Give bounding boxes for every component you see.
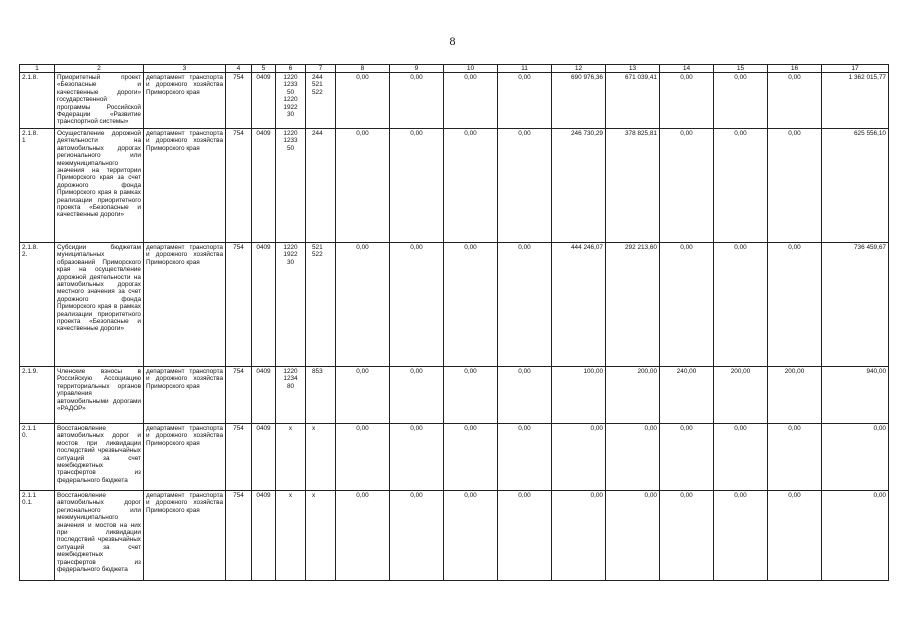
- cell-col-7: x: [306, 491, 336, 581]
- cell-col-12: 246 730,29: [552, 129, 606, 243]
- column-number-8: 8: [336, 65, 390, 73]
- cell-col-14: 0,00: [660, 73, 714, 129]
- cell-col-8: 0,00: [336, 73, 390, 129]
- cell-col-15: 0,00: [714, 424, 768, 491]
- column-number-17: 17: [822, 65, 889, 73]
- cell-col-10: 0,00: [444, 367, 498, 424]
- cell-col-10: 0,00: [444, 129, 498, 243]
- budget-table: [19, 64, 889, 581]
- cell-col-9: 0,00: [390, 491, 444, 581]
- cell-col-9: 0,00: [390, 367, 444, 424]
- cell-col-5: 0409: [252, 73, 276, 129]
- cell-col-8: 0,00: [336, 243, 390, 367]
- cell-col-16: 0,00: [768, 491, 822, 581]
- row-id: 2.1.8. 2.: [20, 243, 55, 367]
- cell-col-10: 0,00: [444, 424, 498, 491]
- column-number-6: 6: [276, 65, 306, 73]
- cell-col-14: 0,00: [660, 424, 714, 491]
- column-number-row: [20, 65, 889, 73]
- column-number-16: 16: [768, 65, 822, 73]
- cell-col-8: 0,00: [336, 424, 390, 491]
- cell-col-15: 0,00: [714, 129, 768, 243]
- cell-col-11: 0,00: [498, 243, 552, 367]
- column-number-4: 4: [226, 65, 252, 73]
- row-department: департамент транспорта и дорожного хозяйства Приморского края: [144, 243, 226, 367]
- cell-col-6: x: [276, 424, 306, 491]
- cell-col-16: 0,00: [768, 129, 822, 243]
- cell-col-10: 0,00: [444, 243, 498, 367]
- cell-col-13: 0,00: [606, 491, 660, 581]
- cell-col-16: 0,00: [768, 73, 822, 129]
- cell-col-15: 0,00: [714, 491, 768, 581]
- cell-col-8: 0,00: [336, 129, 390, 243]
- row-department: департамент транспорта и дорожного хозяйства Приморского края: [144, 129, 226, 243]
- column-number-2: 2: [55, 65, 144, 73]
- row-id: 2.1.8. 1: [20, 129, 55, 243]
- cell-col-11: 0,00: [498, 424, 552, 491]
- cell-col-5: 0409: [252, 491, 276, 581]
- column-number-11: 11: [498, 65, 552, 73]
- row-name: Приоритетный проект «Безопасные и качественные дороги» государственной программы Российской Федерации «Развитие транспортной системы»: [55, 73, 144, 129]
- column-number-13: 13: [606, 65, 660, 73]
- column-number-7: 7: [306, 65, 336, 73]
- cell-col-16: 0,00: [768, 424, 822, 491]
- cell-col-6: 1220 1233 50 1220 1922 30: [276, 73, 306, 129]
- table-row: [20, 73, 889, 129]
- cell-col-13: 671 039,41: [606, 73, 660, 129]
- page-number: 8: [449, 34, 456, 48]
- table-row: [20, 243, 889, 367]
- row-name: Членские взносы в Российскую Ассоциацию территориальных органов управления автомобильными дорогами «РАДОР»: [55, 367, 144, 424]
- row-name: Субсидии бюджетам муниципальных образований Приморского края на осуществление дорожной деятельности на автомобильных дорогах местного значения за счет дорожного фонда Приморского края в рамках реализации приоритетного проекта «Безопасные и качественные дороги»: [55, 243, 144, 367]
- row-id: 2.1.1 0.1.: [20, 491, 55, 581]
- row-id: 2.1.9.: [20, 367, 55, 424]
- column-number-1: 1: [20, 65, 55, 73]
- column-number-14: 14: [660, 65, 714, 73]
- row-id: 2.1.8.: [20, 73, 55, 129]
- cell-col-13: 200,00: [606, 367, 660, 424]
- row-department: департамент транспорта и дорожного хозяйства Приморского края: [144, 367, 226, 424]
- cell-col-6: 1220 1234 80: [276, 367, 306, 424]
- cell-col-11: 0,00: [498, 367, 552, 424]
- cell-col-7: 521 522: [306, 243, 336, 367]
- row-department: департамент транспорта и дорожного хозяйства Приморского края: [144, 73, 226, 129]
- cell-col-4: 754: [226, 129, 252, 243]
- table-row: [20, 424, 889, 491]
- cell-col-4: 754: [226, 367, 252, 424]
- cell-col-5: 0409: [252, 424, 276, 491]
- cell-col-8: 0,00: [336, 367, 390, 424]
- cell-col-11: 0,00: [498, 73, 552, 129]
- cell-col-17: 0,00: [822, 491, 889, 581]
- cell-col-8: 0,00: [336, 491, 390, 581]
- cell-col-6: 1220 1922 30: [276, 243, 306, 367]
- row-department: департамент транспорта и дорожного хозяйства Приморского края: [144, 424, 226, 491]
- table-row: [20, 129, 889, 243]
- cell-col-7: 244 521 522: [306, 73, 336, 129]
- cell-col-13: 378 825,81: [606, 129, 660, 243]
- cell-col-11: 0,00: [498, 491, 552, 581]
- column-number-12: 12: [552, 65, 606, 73]
- cell-col-9: 0,00: [390, 424, 444, 491]
- row-name: Осуществление дорожной деятельности на автомобильных дорогах регионального или межмуниципального значения на территории Приморского края за счет дорожного фонда Приморского края в рамках реализации приоритетного проекта «Безопасные и качественные дороги»: [55, 129, 144, 243]
- cell-col-4: 754: [226, 243, 252, 367]
- cell-col-15: 0,00: [714, 243, 768, 367]
- cell-col-5: 0409: [252, 243, 276, 367]
- cell-col-14: 0,00: [660, 491, 714, 581]
- cell-col-7: 244: [306, 129, 336, 243]
- cell-col-15: 200,00: [714, 367, 768, 424]
- cell-col-6: 1220 1233 50: [276, 129, 306, 243]
- column-number-15: 15: [714, 65, 768, 73]
- cell-col-17: 0,00: [822, 424, 889, 491]
- table-row: [20, 491, 889, 581]
- cell-col-7: 853: [306, 367, 336, 424]
- cell-col-11: 0,00: [498, 129, 552, 243]
- cell-col-12: 0,00: [552, 424, 606, 491]
- cell-col-4: 754: [226, 491, 252, 581]
- row-department: департамент транспорта и дорожного хозяйства Приморского края: [144, 491, 226, 581]
- cell-col-12: 690 976,36: [552, 73, 606, 129]
- cell-col-17: 736 459,67: [822, 243, 889, 367]
- row-id: 2.1.1 0.: [20, 424, 55, 491]
- cell-col-4: 754: [226, 73, 252, 129]
- cell-col-10: 0,00: [444, 491, 498, 581]
- cell-col-14: 240,00: [660, 367, 714, 424]
- cell-col-12: 0,00: [552, 491, 606, 581]
- column-number-9: 9: [390, 65, 444, 73]
- cell-col-9: 0,00: [390, 243, 444, 367]
- cell-col-5: 0409: [252, 367, 276, 424]
- cell-col-10: 0,00: [444, 73, 498, 129]
- cell-col-6: x: [276, 491, 306, 581]
- row-name: Восстановление автомобильных дорог регионального или межмуниципального значения и мостов на них при ликвидации последствий чрезвычайных ситуаций за счет межбюджетных трансфертов из федерального бюджета: [55, 491, 144, 581]
- cell-col-12: 100,00: [552, 367, 606, 424]
- cell-col-14: 0,00: [660, 243, 714, 367]
- cell-col-17: 1 362 015,77: [822, 73, 889, 129]
- column-number-5: 5: [252, 65, 276, 73]
- cell-col-16: 200,00: [768, 367, 822, 424]
- row-name: Восстановление автомобильных дорог и мостов при ликвидации последствий чрезвычайных ситуаций за счет межбюджетных трансфертов из федерального бюджета: [55, 424, 144, 491]
- column-number-3: 3: [144, 65, 226, 73]
- cell-col-13: 292 213,60: [606, 243, 660, 367]
- cell-col-9: 0,00: [390, 129, 444, 243]
- cell-col-17: 940,00: [822, 367, 889, 424]
- cell-col-17: 625 556,10: [822, 129, 889, 243]
- table-row: [20, 367, 889, 424]
- cell-col-13: 0,00: [606, 424, 660, 491]
- cell-col-9: 0,00: [390, 73, 444, 129]
- column-number-10: 10: [444, 65, 498, 73]
- cell-col-4: 754: [226, 424, 252, 491]
- cell-col-7: x: [306, 424, 336, 491]
- cell-col-12: 444 246,07: [552, 243, 606, 367]
- cell-col-5: 0409: [252, 129, 276, 243]
- cell-col-16: 0,00: [768, 243, 822, 367]
- cell-col-14: 0,00: [660, 129, 714, 243]
- cell-col-15: 0,00: [714, 73, 768, 129]
